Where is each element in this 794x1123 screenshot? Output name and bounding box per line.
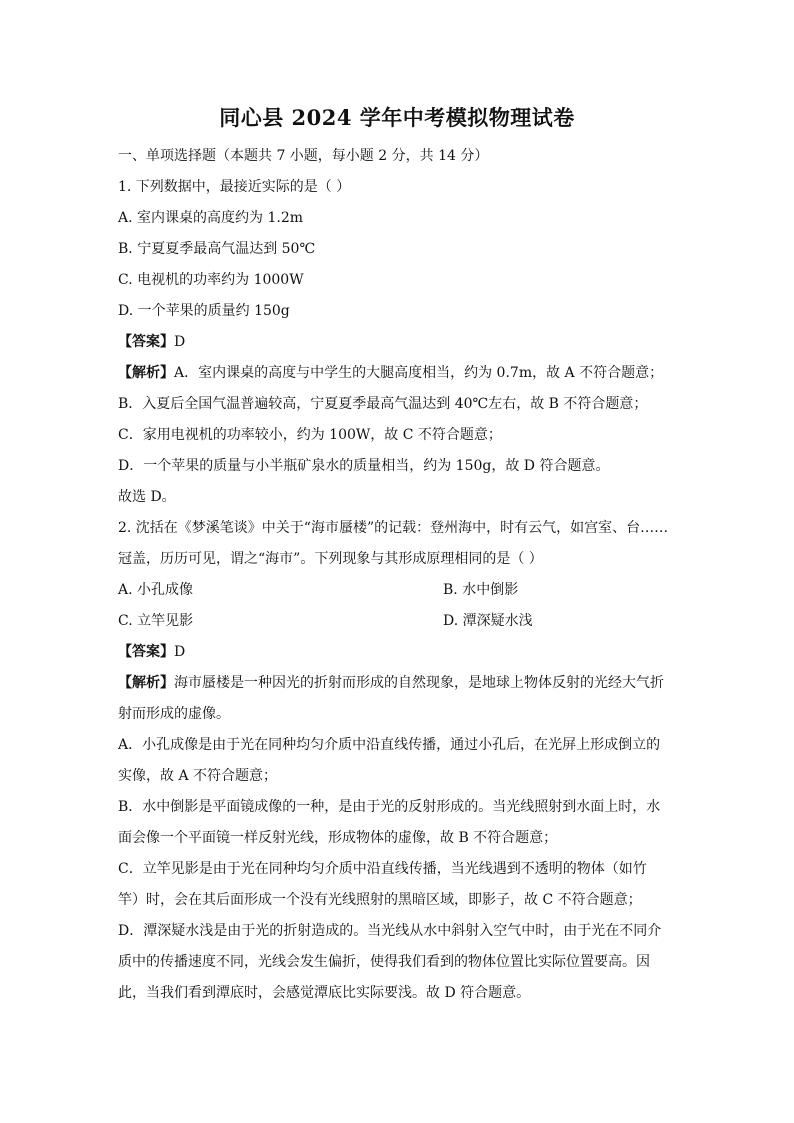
question-2-option-d: D. 潭深疑水浅 [443, 613, 533, 629]
analysis-text: 海市蜃楼是一种因光的折射而形成的自然现象，是地球上物体反射的光经大气折 [174, 675, 664, 691]
question-1-stem: 1. 下列数据中，最接近实际的是（ ） [118, 179, 351, 195]
question-2-option-b: B. 水中倒影 [443, 582, 519, 598]
question-2-analysis-line: B．水中倒影是平面镜成像的一种，是由于光的反射形成的。当光线照射到水面上时，水 [118, 799, 661, 815]
question-2-stem: 2. 沈括在《梦溪笔谈》中关于“海市蜃楼”的记载：登州海中，时有云气，如宫室、台…… [118, 520, 669, 536]
question-1-analysis-line: C．家用电视机的功率较小，约为 100W，故 C 不符合题意； [118, 427, 502, 443]
question-2-analysis-line: 竿）时，会在其后面形成一个没有光线照射的黑暗区域，即影子，故 C 不符合题意； [118, 892, 642, 908]
question-1-option-b: B. 宁夏夏季最高气温达到 50℃ [118, 241, 316, 257]
question-2-analysis-line: 质中的传播速度不同，光线会发生偏折，使得我们看到的物体位置比实际位置要高。因 [118, 954, 650, 970]
question-2-stem: 冠盖，历历可见，谓之“海市”。下列现象与其形成原理相同的是（ ） [118, 551, 543, 567]
question-2-analysis-line: A．小孔成像是由于光在同种均匀介质中沿直线传播，通过小孔后，在光屏上形成倒立的 [118, 737, 661, 753]
answer-tag: 【答案】 [118, 644, 174, 660]
question-1-option-a: A. 室内课桌的高度约为 1.2m [118, 210, 304, 226]
question-1-analysis-line [118, 363, 678, 383]
page-title: 同心县 2024 学年中考模拟物理试卷 [219, 105, 575, 130]
question-2-analysis-line: 面会像一个平面镜一样反射光线，形成物体的虚像，故 B 不符合题意； [118, 830, 558, 846]
analysis-tag: 【解析】 [118, 365, 174, 381]
analysis-text: A．室内课桌的高度与中学生的大腿高度相当，约为 0.7m，故 A 不符合题意； [174, 365, 664, 381]
question-1-analysis-line: D．一个苹果的质量与小半瓶矿泉水的质量相当，约为 150g，故 D 符合题意。 [118, 458, 610, 474]
answer-tag: 【答案】 [118, 334, 174, 350]
question-2-analysis-line: 实像，故 A 不符合题意； [118, 768, 278, 784]
question-1-option-d: D. 一个苹果的质量约 150g [118, 303, 290, 319]
section-heading: 一、单项选择题（本题共 7 小题，每小题 2 分，共 14 分） [118, 148, 489, 164]
analysis-tag: 【解析】 [118, 675, 174, 691]
question-2-analysis-line [118, 673, 678, 693]
question-1-option-c: C. 电视机的功率约为 1000W [118, 272, 304, 288]
question-2-answer [118, 642, 678, 662]
question-2-analysis-line: D．潭深疑水浅是由于光的折射造成的。当光线从水中斜射入空气中时，由于光在不同介 [118, 923, 662, 939]
question-1-answer [118, 332, 678, 352]
question-1-analysis-line: B．入夏后全国气温普遍较高，宁夏夏季最高气温达到 40℃左右，故 B 不符合题意； [118, 396, 648, 412]
question-2-option-a: A. 小孔成像 [118, 582, 194, 598]
answer-value: D [174, 644, 186, 660]
answer-value: D [174, 334, 186, 350]
question-1-conclusion: 故选 D。 [118, 489, 176, 505]
question-2-analysis-line: 此，当我们看到潭底时，会感觉潭底比实际要浅。故 D 符合题意。 [118, 985, 531, 1001]
question-2-analysis-line: 射而形成的虚像。 [118, 706, 230, 722]
question-2-option-c: C. 立竿见影 [118, 613, 194, 629]
question-2-analysis-line: C．立竿见影是由于光在同种均匀介质中沿直线传播，当光线遇到不透明的物体（如竹 [118, 861, 647, 877]
